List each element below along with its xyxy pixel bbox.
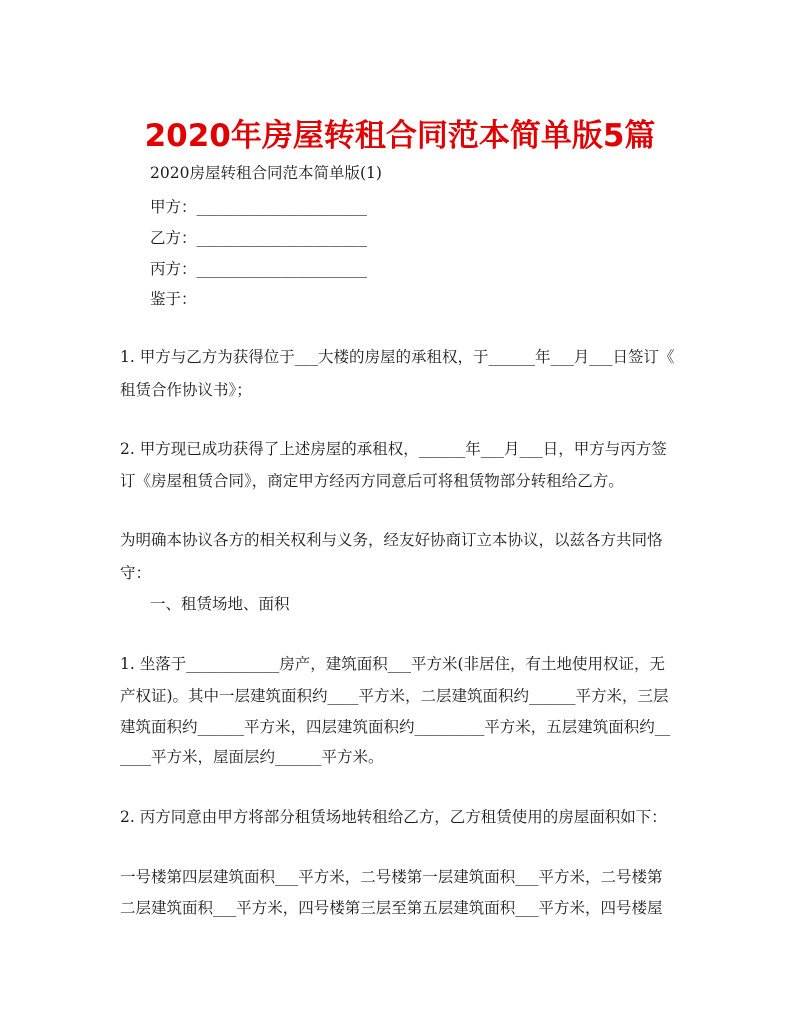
purpose-line-1: 为明确本协议各方的相关权利与义务，经友好协商订立本协议，以兹各方共同恪 — [120, 531, 663, 549]
section1-item1-line-2: 产权证)。其中一层建筑面积约____平方米，二层建筑面积约______平方米，三层 — [120, 687, 669, 705]
section1-item1-line-1: 1. 坐落于____________房产，建筑面积___平方米(非居住，有土地使用权证，无 — [120, 655, 666, 673]
section1-item2-line: 2. 丙方同意由甲方将部分租赁场地转租给乙方，乙方租赁使用的房屋面积如下： — [120, 808, 667, 826]
party-c-line: 丙方：______________________ — [150, 260, 368, 278]
section1-heading: 一、租赁场地、面积 — [150, 595, 290, 613]
party-b-line: 乙方：______________________ — [150, 229, 368, 247]
clause1-line-1: 1. 甲方与乙方为获得位于___大楼的房屋的承租权，于______年___月___日签订《 — [120, 348, 675, 366]
document-subtitle: 2020房屋转租合同范本简单版(1) — [150, 164, 382, 182]
section1-item1-line-3: 建筑面积约______平方米，四层建筑面积约_________平方米，五层建筑面积约__ — [120, 718, 671, 736]
section1-item1-line-4: ____平方米，屋面层约______平方米。 — [120, 748, 384, 766]
section1-item3-line-2: 二层建筑面积___平方米，四号楼第三层至第五层建筑面积___平方米，四号楼屋 — [120, 899, 663, 917]
purpose-line-2: 守： — [120, 564, 152, 582]
clause2-line-1: 2. 甲方现已成功获得了上述房屋的承租权，______年___月___日，甲方与丙方签 — [120, 440, 667, 458]
document-title: 2020年房屋转租合同范本简单版5篇 — [144, 118, 656, 154]
whereas-line: 鉴于： — [150, 290, 197, 308]
clause2-line-2: 订《房屋租赁合同》，商定甲方经丙方同意后可将租赁物部分转租给乙方。 — [120, 472, 624, 490]
party-a-line: 甲方：______________________ — [150, 198, 368, 216]
clause1-line-2: 租赁合作协议书》； — [120, 381, 252, 399]
section1-item3-line-1: 一号楼第四层建筑面积___平方米，二号楼第一层建筑面积___平方米，二号楼第 — [120, 868, 663, 886]
